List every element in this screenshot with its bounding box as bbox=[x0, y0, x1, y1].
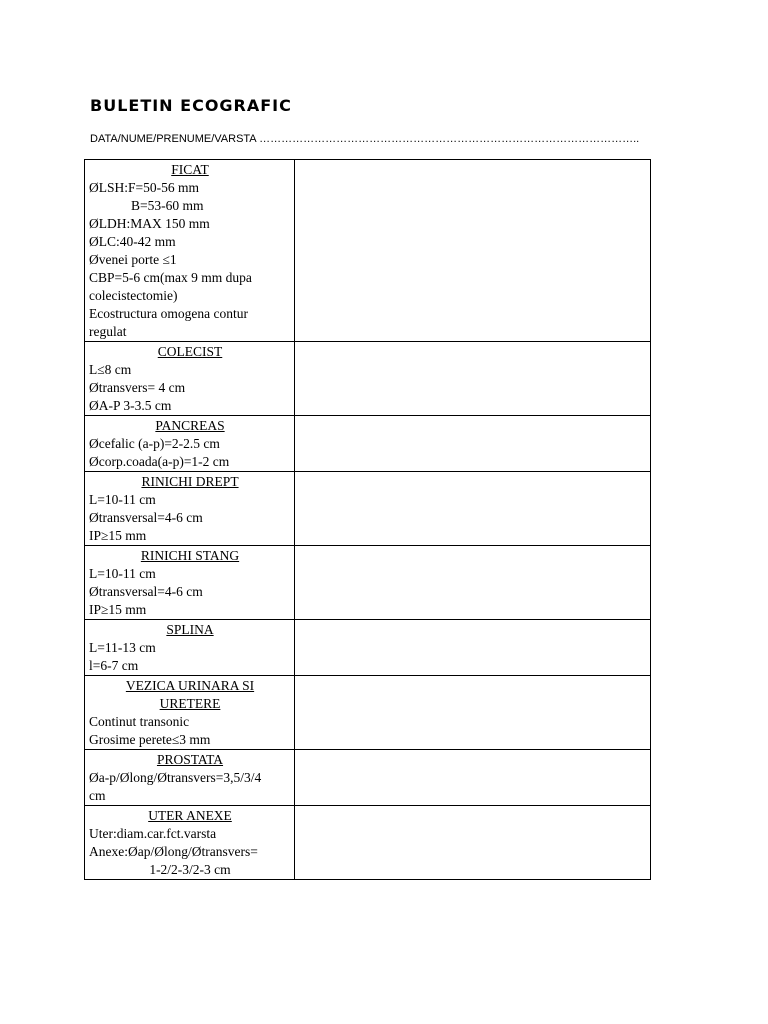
measure-line: colecistectomie) bbox=[89, 288, 178, 303]
measure-line: Øa-p/Ølong/Øtransvers=3,5/3/4 bbox=[89, 770, 262, 785]
findings-field-vezica[interactable] bbox=[295, 676, 651, 750]
measure-line: L=10-11 cm bbox=[89, 566, 156, 581]
findings-field-pancreas[interactable] bbox=[295, 416, 651, 472]
section-colecist bbox=[85, 342, 295, 416]
table-row bbox=[85, 472, 651, 546]
measure-line: CBP=5-6 cm(max 9 mm dupa bbox=[89, 270, 252, 285]
measure-line: Øtransversal=4-6 cm bbox=[89, 510, 203, 525]
measure-line: regulat bbox=[89, 324, 127, 339]
section-title: FICAT bbox=[171, 162, 209, 177]
measure-line: Ecostructura omogena contur bbox=[89, 306, 248, 321]
measure-line: ØLDH:MAX 150 mm bbox=[89, 216, 210, 231]
section-vezica-urinara bbox=[85, 676, 295, 750]
table-row bbox=[85, 750, 651, 806]
measure-line: Øcorp.coada(a-p)=1-2 cm bbox=[89, 454, 230, 469]
measure-line: IP≥15 mm bbox=[89, 602, 147, 617]
section-ficat bbox=[85, 160, 295, 342]
section-title: SPLINA bbox=[166, 622, 214, 637]
section-rinichi-drept bbox=[85, 472, 295, 546]
ultrasound-report-table bbox=[84, 159, 651, 880]
findings-field-rinichi-drept[interactable] bbox=[295, 472, 651, 546]
measure-line: ØLC:40-42 mm bbox=[89, 234, 176, 249]
measure-line: Continut transonic bbox=[89, 714, 190, 729]
section-splina bbox=[85, 620, 295, 676]
findings-field-rinichi-stang[interactable] bbox=[295, 546, 651, 620]
findings-field-prostata[interactable] bbox=[295, 750, 651, 806]
measure-line: cm bbox=[89, 788, 106, 803]
measure-line: L=11-13 cm bbox=[89, 640, 156, 655]
section-title: UTER ANEXE bbox=[148, 808, 232, 823]
measure-line: ØLSH:F=50-56 mm bbox=[89, 180, 199, 195]
section-title: PANCREAS bbox=[155, 418, 225, 433]
findings-field-uter-anexe[interactable] bbox=[295, 806, 651, 880]
measure-line: Grosime perete≤3 mm bbox=[89, 732, 211, 747]
section-rinichi-stang bbox=[85, 546, 295, 620]
patient-info-line: DATA/NUME/PRENUME/VARSTA ………………………………………………………………………………………….. bbox=[90, 133, 640, 145]
section-title: URETERE bbox=[159, 696, 221, 711]
table-row bbox=[85, 676, 651, 750]
findings-field-splina[interactable] bbox=[295, 620, 651, 676]
table-row bbox=[85, 342, 651, 416]
measure-line: IP≥15 mm bbox=[89, 528, 147, 543]
measure-line: B=53-60 mm bbox=[131, 198, 204, 213]
section-title: PROSTATA bbox=[156, 752, 224, 767]
table-row bbox=[85, 160, 651, 342]
table-row bbox=[85, 806, 651, 880]
measure-line: L≤8 cm bbox=[89, 362, 132, 377]
measure-line: Uter:diam.car.fct.varsta bbox=[89, 826, 217, 841]
findings-field-colecist[interactable] bbox=[295, 342, 651, 416]
section-uter-anexe bbox=[85, 806, 295, 880]
table-row bbox=[85, 620, 651, 676]
section-pancreas bbox=[85, 416, 295, 472]
table-row bbox=[85, 416, 651, 472]
section-title: RINICHI DREPT bbox=[141, 474, 239, 489]
measure-line: Øcefalic (a-p)=2-2.5 cm bbox=[89, 436, 220, 451]
findings-field-ficat[interactable] bbox=[295, 160, 651, 342]
measure-line: 1-2/2-3/2-3 cm bbox=[149, 862, 231, 877]
section-title: VEZICA URINARA SI bbox=[125, 678, 255, 693]
section-prostata bbox=[85, 750, 295, 806]
section-title: RINICHI STANG bbox=[140, 548, 240, 563]
table-row bbox=[85, 546, 651, 620]
measure-line: Øtransversal=4-6 cm bbox=[89, 584, 203, 599]
measure-line: Anexe:Øap/Ølong/Øtransvers= bbox=[89, 844, 258, 859]
measure-line: Øvenei porte ≤1 bbox=[89, 252, 177, 267]
measure-line: ØA-P 3-3.5 cm bbox=[89, 398, 172, 413]
section-title: COLECIST bbox=[157, 344, 223, 359]
measure-line: l=6-7 cm bbox=[89, 658, 139, 673]
document-title: BULETIN ECOGRAFIC bbox=[90, 96, 292, 115]
measure-line: Øtransvers= 4 cm bbox=[89, 380, 186, 395]
measure-line: L=10-11 cm bbox=[89, 492, 156, 507]
